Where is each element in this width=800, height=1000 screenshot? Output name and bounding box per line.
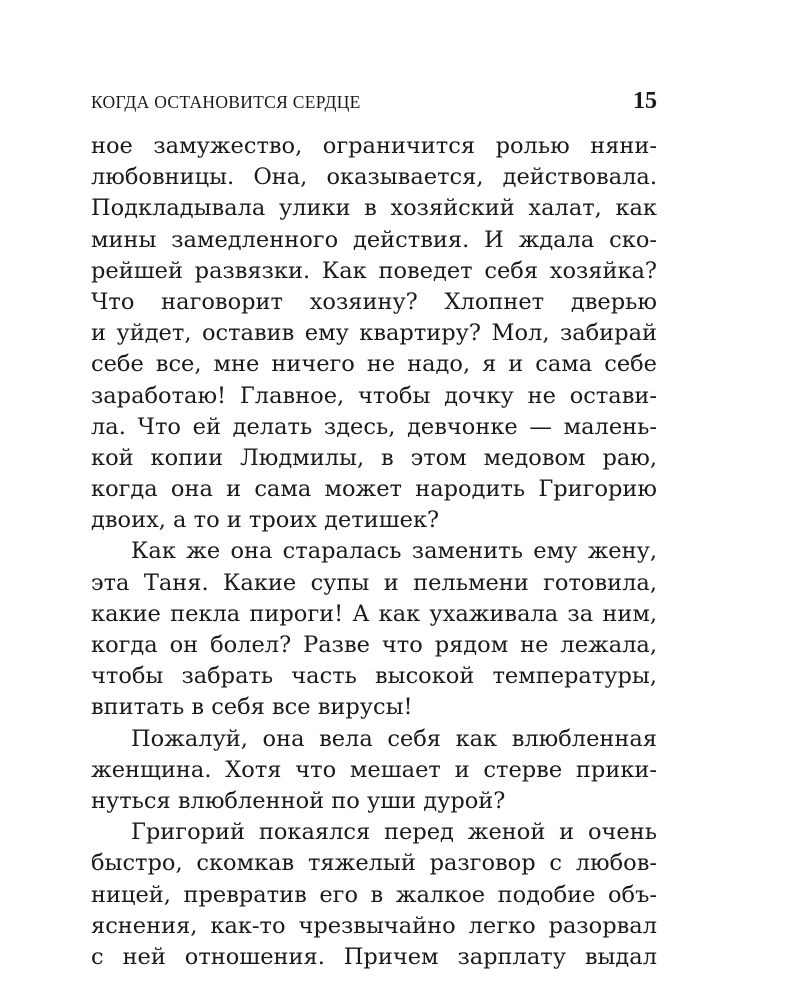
text-line: и уйдет, оставив ему квартиру? Мол, забирай	[91, 320, 657, 347]
running-title: КОГДА ОСТАНОВИТСЯ СЕРДЦЕ	[91, 92, 361, 112]
text-line: эта Таня. Какие супы и пельмени готовила,	[91, 569, 657, 596]
text-line: кой копии Людмилы, в этом медовом раю,	[91, 444, 657, 471]
text-line: Григорий покаялся перед женой и очень	[131, 819, 657, 846]
paragraph	[91, 817, 657, 973]
text-line: заработаю! Главное, чтобы дочку не остави-	[91, 382, 657, 409]
text-line: чтобы забрать часть высокой температуры,	[91, 663, 657, 690]
running-head	[91, 90, 657, 118]
text-line: с ней отношения. Причем зарплату выдал	[91, 943, 657, 970]
paragraph	[91, 724, 657, 818]
text-line: двоих, а то и троих детишек?	[91, 507, 440, 534]
text-line: когда она и сама может народить Григорию	[91, 476, 657, 503]
text-line: какие пекла пироги! А как ухаживала за ним,	[91, 600, 657, 627]
text-line: ницей, превратив его в жалкое подобие объ-	[91, 881, 657, 908]
text-line: яснения, как-то чрезвычайно легко разорвал	[91, 912, 657, 939]
text-line: Как же она старалась заменить ему жену,	[131, 538, 657, 565]
paragraph	[91, 536, 657, 723]
text-line: рейшей развязки. Как поведет себя хозяйка?	[91, 257, 657, 284]
text-line: быстро, скомкав тяжелый разговор с любов-	[91, 850, 657, 877]
text-line: когда он болел? Разве что рядом не лежала,	[91, 632, 657, 658]
text-line: Что наговорит хозяину? Хлопнет дверью	[91, 288, 657, 315]
paragraph	[91, 131, 657, 536]
text-line: себе все, мне ничего не надо, я и сама себе	[91, 351, 657, 378]
text-line: Подкладывала улики в хозяйский халат, как	[91, 195, 657, 222]
text-line: впитать в себя все вирусы!	[91, 694, 413, 721]
text-line: любовницы. Она, оказывается, действовала.	[91, 164, 657, 191]
text-line: женщина. Хотя что мешает и стерве прики-	[91, 756, 657, 783]
text-line: ла. Что ей делать здесь, девчонке — малень-	[91, 413, 657, 440]
body-text	[91, 131, 657, 973]
text-line: мины замедленного действия. И ждала ско-	[91, 226, 657, 253]
text-line: Пожалуй, она вела себя как влюбленная	[131, 725, 657, 752]
page-number: 15	[633, 88, 657, 114]
text-line: нуться влюбленной по уши дурой?	[91, 787, 506, 814]
text-line: ное замужество, ограничится ролью няни-	[91, 133, 657, 159]
